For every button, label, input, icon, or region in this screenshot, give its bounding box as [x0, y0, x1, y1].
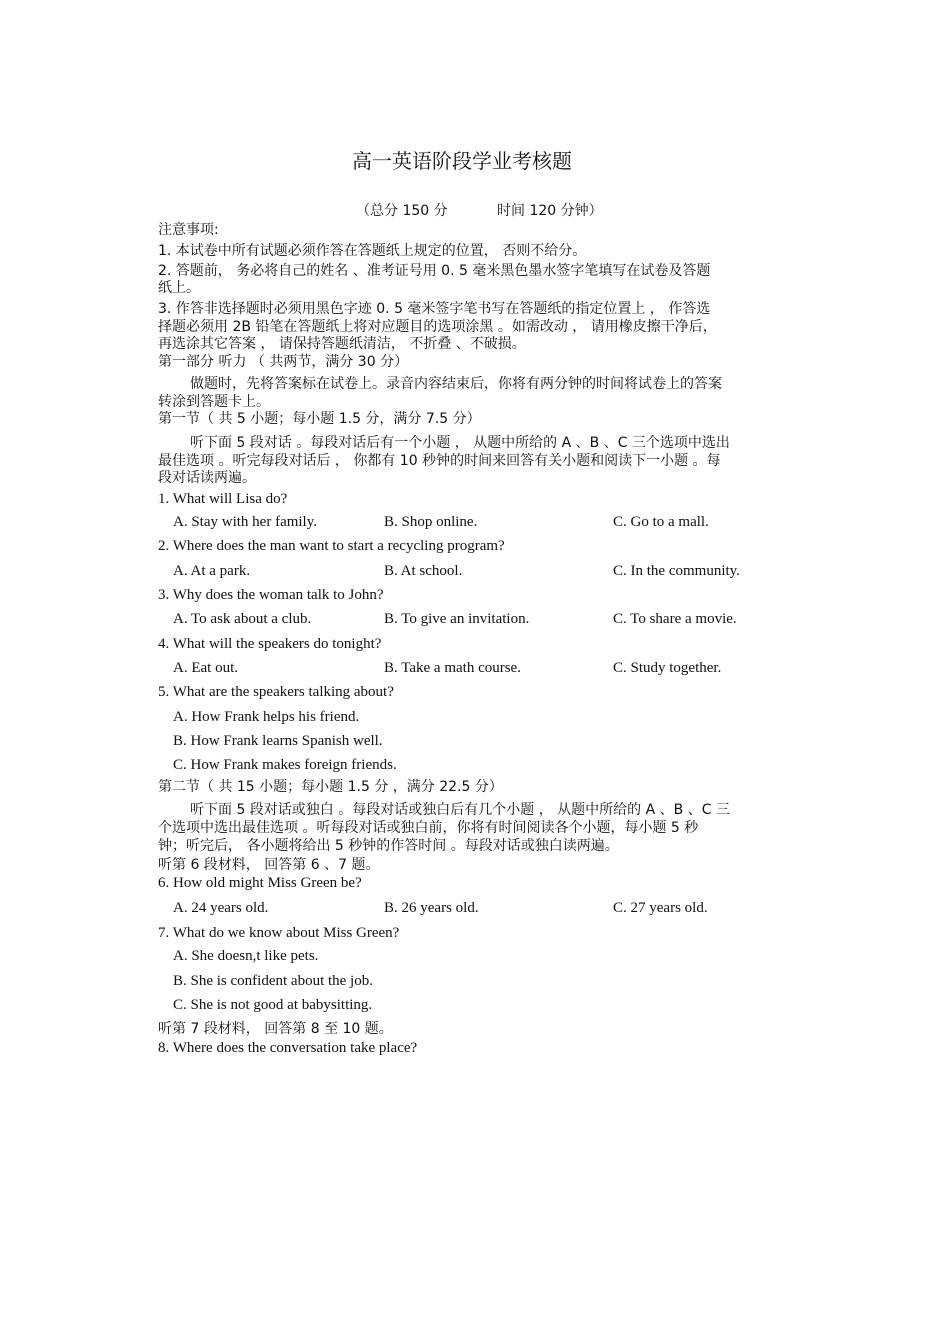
section1-instructions-line-1: 听下面 5 段对话 。每段对话后有一个小题 ， 从题中所给的 A 、B 、C 三个选项中选出 [190, 435, 730, 451]
question-3: 3. Why does the woman talk to John? [158, 587, 384, 603]
q2-option-c: C. In the community. [613, 563, 740, 579]
q4-option-b: B. Take a math course. [384, 660, 521, 676]
q1-option-b: B. Shop online. [384, 514, 478, 530]
section1-heading: 第一节（ 共 5 小题；每小题 1.5 分，满分 7.5 分） [158, 411, 481, 427]
question-6: 6. How old might Miss Green be? [158, 875, 362, 891]
q2-option-b: B. At school. [384, 563, 463, 579]
part1-instructions-line-1: 做题时，先将答案标在试卷上。录音内容结束后，你将有两分钟的时间将试卷上的答案 [190, 376, 722, 392]
q4-option-c: C. Study together. [613, 660, 722, 676]
section1-instructions-line-3: 段对话读两遍。 [158, 470, 256, 486]
notice-item-3-line-2: 择题必须用 2B 铅笔在答题纸上将对应题目的选项涂黑 。如需改动 ， 请用橡皮擦干净后， [158, 319, 717, 335]
q6-option-a: A. 24 years old. [173, 900, 269, 916]
exam-time: 时间 120 分钟） [497, 203, 603, 219]
listen-material-6: 听第 6 段材料， 回答第 6 、7 题。 [158, 857, 380, 873]
question-8: 8. Where does the conversation take place? [158, 1040, 418, 1056]
q7-option-c: C. She is not good at babysitting. [173, 997, 373, 1013]
notice-item-1: 1. 本试卷中所有试题必须作答在答题纸上规定的位置， 否则不给分。 [158, 243, 587, 259]
question-2: 2. Where does the man want to start a recycling program? [158, 538, 505, 554]
notice-item-2-line-1: 2. 答题前， 务必将自己的姓名 、准考证号用 0. 5 毫米黑色墨水签字笔填写在试卷及答题 [158, 263, 711, 279]
q7-option-b: B. She is confident about the job. [173, 973, 373, 989]
question-5: 5. What are the speakers talking about? [158, 684, 394, 700]
section2-heading: 第二节（ 共 15 小题；每小题 1.5 分 ，满分 22.5 分） [158, 779, 503, 795]
q4-option-a: A. Eat out. [173, 660, 238, 676]
q3-option-a: A. To ask about a club. [173, 611, 312, 627]
notice-item-3-line-1: 3. 作答非选择题时必须用黑色字迹 0. 5 毫米签字笔书写在答题纸的指定位置上 ， 作答选 [158, 301, 711, 317]
part1-heading: 第一部分 听力 （ 共两节，满分 30 分） [158, 354, 409, 370]
question-4: 4. What will the speakers do tonight? [158, 636, 382, 652]
q2-option-a: A. At a park. [173, 563, 251, 579]
q7-option-a: A. She doesn,t like pets. [173, 948, 319, 964]
part1-instructions-line-2: 转涂到答题卡上。 [158, 394, 270, 410]
q6-option-b: B. 26 years old. [384, 900, 479, 916]
notice-heading: 注意事项: [158, 222, 219, 238]
section2-instructions-line-2: 个选项中选出最佳选项 。听每段对话或独白前，你将有时间阅读各个小题，每小题 5 秒 [158, 820, 699, 836]
q6-option-c: C. 27 years old. [613, 900, 708, 916]
q3-option-b: B. To give an invitation. [384, 611, 530, 627]
page-title: 高一英语阶段学业考核题 [352, 149, 572, 173]
total-score: （总分 150 分 [356, 203, 448, 219]
section2-instructions-line-3: 钟；听完后， 各小题将给出 5 秒钟的作答时间 。每段对话或独白读两遍。 [158, 838, 619, 854]
section1-instructions-line-2: 最佳选项 。听完每段对话后 ， 你都有 10 秒钟的时间来回答有关小题和阅读下一小题 。每 [158, 453, 721, 469]
q5-option-b: B. How Frank learns Spanish well. [173, 733, 383, 749]
q5-option-c: C. How Frank makes foreign friends. [173, 757, 397, 773]
q1-option-a: A. Stay with her family. [173, 514, 318, 530]
listen-material-7: 听第 7 段材料， 回答第 8 至 10 题。 [158, 1021, 393, 1037]
q5-option-a: A. How Frank helps his friend. [173, 709, 360, 725]
notice-item-2-line-2: 纸上。 [158, 280, 200, 296]
question-7: 7. What do we know about Miss Green? [158, 925, 400, 941]
section2-instructions-line-1: 听下面 5 段对话或独白 。每段对话或独白后有几个小题 ， 从题中所给的 A 、B 、C 三 [190, 802, 730, 818]
q1-option-c: C. Go to a mall. [613, 514, 709, 530]
notice-item-3-line-3: 再选涂其它答案 ， 请保持答题纸清洁， 不折叠 、不破损。 [158, 336, 526, 352]
q3-option-c: C. To share a movie. [613, 611, 737, 627]
question-1: 1. What will Lisa do? [158, 491, 288, 507]
